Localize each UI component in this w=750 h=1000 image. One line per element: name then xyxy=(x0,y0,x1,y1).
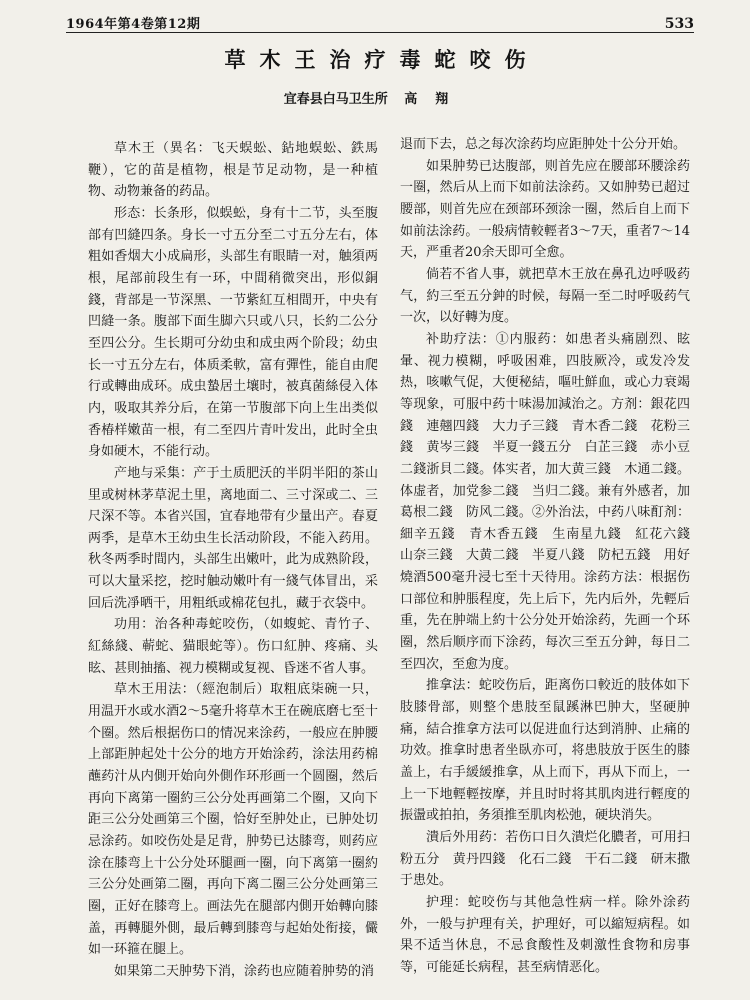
paragraph-massage: 推拿法：蛇咬伤后，距离伤口較近的肢体如下肢膝骨部，则整个患肢至鼠蹊淋巴肿大，坚硬肿痛，結合推拿方法可以促进血行达到消肿、止痛的功效。推拿时患者坐臥亦可，将患肢放于医生的膝盖上，右手緩緩推拿，从上而下，再从下而上，一上一下地輕輕按摩，并且时时将其肌肉进行輕度的振盪或拍拍，务須推至肌肉松弛，硬块消失。 xyxy=(400,678,690,824)
paragraph-abdomen: 如果肿势已达腹部，则首先应在腰部环腰涂药一圈，然后从上而下如前法涂药。又如肿势已超过腰部，则首先应在颈部环颈涂一圈，然后自上而下如前法涂药。一般病情較輕者3～7天，重者7～14天，严重者20余天即可全愈。 xyxy=(400,158,690,261)
article-title: 草木王治疗毒蛇咬伤 xyxy=(224,47,540,72)
paragraph-origin-collection: 产地与采集：产于土质肥沃的半阴半阳的茶山里或树林茅草泥土里，离地面二、三寸深或二、三尺深不等。本省兴国，宜春地带有少量出产。春夏两季，是草木王幼虫生长活动阶段，不能入药用。秋冬两季时間内，头部生出嫩叶，此为成熟阶段，可以大量采挖，挖时触动嫩叶有一綫气体冒出，采回后洗凈晒干，用粗纸或棉花包扎，藏于衣袋中。 xyxy=(88,465,378,611)
paragraph-morphology: 形态：长条形，似蜈蚣，身有十二节，头至腹部有凹縫四条。身长一寸五分至二寸五分左右，体粗如香烟大小成扁形，头部生有眼睛一对，触須两根，尾部前段生有一环，中間稍微突出，形似銅錢，背部是一节深黑、一节紫紅互相間开，中央有凹縫一条。腹部下面生脚六只或八只，长約二公分至四公分。生长期可分幼虫和成虫两个阶段；幼虫长一寸五分左右，体质柔軟，富有彈性，能自由爬行或轉曲成环。成虫蟄居土壤时，被真菌絲侵入体内，吸取其养分后，在第一节腹部下向上生出类似香椿样嫩苗一根，有二至四片青叶发出，此时全虫身如硬木，不能行动。 xyxy=(88,205,378,460)
paragraph-usage-continued: 如果第二天肿势下消，涂药也应随着肿势的消 xyxy=(114,963,375,979)
running-header xyxy=(66,10,694,33)
paragraph-function: 功用：治各种毒蛇咬伤，（如蝮蛇、青竹子、紅絲綫、蕲蛇、猫眼蛇等）。伤口紅肿、疼痛、头眩、甚則抽搐、视力模糊或复视、昏迷不省人事。 xyxy=(88,617,378,676)
author-name: 高翔 xyxy=(404,92,467,107)
paragraph-intro: 草木王（異名：飞天蜈蚣、鉆地蜈蚣、鉄馬鞭），它的苗是植物，根是节足动物，是一种植物、动物兼备的药品。 xyxy=(88,141,378,200)
paragraph-continuation: 退而下去，总之每次涂药均应距肿处十公分开始。 xyxy=(400,137,687,152)
author-affiliation: 宜春县白马卫生所 xyxy=(283,92,388,107)
page-number: 533 xyxy=(664,16,694,32)
journal-issue: 1964年第4卷第12期 xyxy=(66,17,201,32)
right-column xyxy=(400,134,704,979)
paragraph-nursing: 护理：蛇咬伤与其他急性病一样。除外涂药外，一般与护理有关，护理好，可以縮短病程。如果不适当休息，不忌食酸性及刺激性食物和房事等，可能延长病程，甚至病情恶化。 xyxy=(400,894,690,975)
left-column xyxy=(88,138,378,983)
paragraph-ulcer-treatment: 潰后外用药：若伤口日久潰烂化膿者，可用扫粉五分 黄丹四錢 化石二錢 干石二錢 研末撒于患处。 xyxy=(400,830,690,889)
paragraph-usage: 草木王用法：（經泡制后）取粗底柒碗一只，用温开水或水酒2～5毫升将草木王在碗底磨七至十个圈。然后根据伤口的情况来涂药，一般应在肿腰上部距肿起处十公分的地方开始涂药，涂法用药棉蘸药汁从内側开始向外側作环形画一个圆圈，然后再向下离第一圈約三公分处再画第二个圈，又向下距三公分处画第三个圈，恰好至肿处止，已肿处切忌涂药。如咬伤处是足背，肿势已达膝弯，则药应涂在膝弯上十公分处环腿画一圈，向下离第一圈約三公分处画第二圈，再向下离二圈三公分处画第三圈，正好在膝弯上。画法先在腿部内側开始轉向膝盖，再轉腿外側，最后轉到膝弯与起始处衔接，儼如一环箍在腿上。 xyxy=(88,682,378,958)
byline xyxy=(0,88,750,107)
paragraph-unconscious: 倘若不省人事，就把草木王放在鼻孔边呼吸药气，約三至五分鈡的时候，每隔一至二时呼吸药气一次，以好轉为度。 xyxy=(400,266,690,326)
paragraph-supplementary-therapy: 补助疗法：①内服药：如患者头痛剧烈、眩暈、视力模糊，呼吸困难，四肢厥冷，或发冷发热，咳嗽气促，大便秘結，嘔吐鮮血，或心力衰竭等现象，可服中药十味湯加減治之。方剂：銀花四錢 連翹四錢 大力子三錢 青木香二錢 花粉三錢 黄岑三錢 半夏一錢五分 白芷三錢 赤小豆二錢浙貝二錢。体实者，加大黄三錢 木通二錢。体虚者，加党参二錢 当归二錢。兼有外感者，加葛根二錢 防风二錢。②外治法，中药八味酊剂：細辛五錢 青木香五錢 生南星九錢 紅花六錢 山奈三錢 大黄二錢 半夏八錢 防杞五錢 用好燒酒500毫升浸七至十天待用。涂药方法：根据伤口部位和肿脹程度，先上后下，先内后外，先輕后重，先在肿端上約十公分处开始涂药，先画一个环圈，然后顺序而下涂药，每次三至五分鈡，每日二至四次，至愈为度。 xyxy=(400,331,704,672)
